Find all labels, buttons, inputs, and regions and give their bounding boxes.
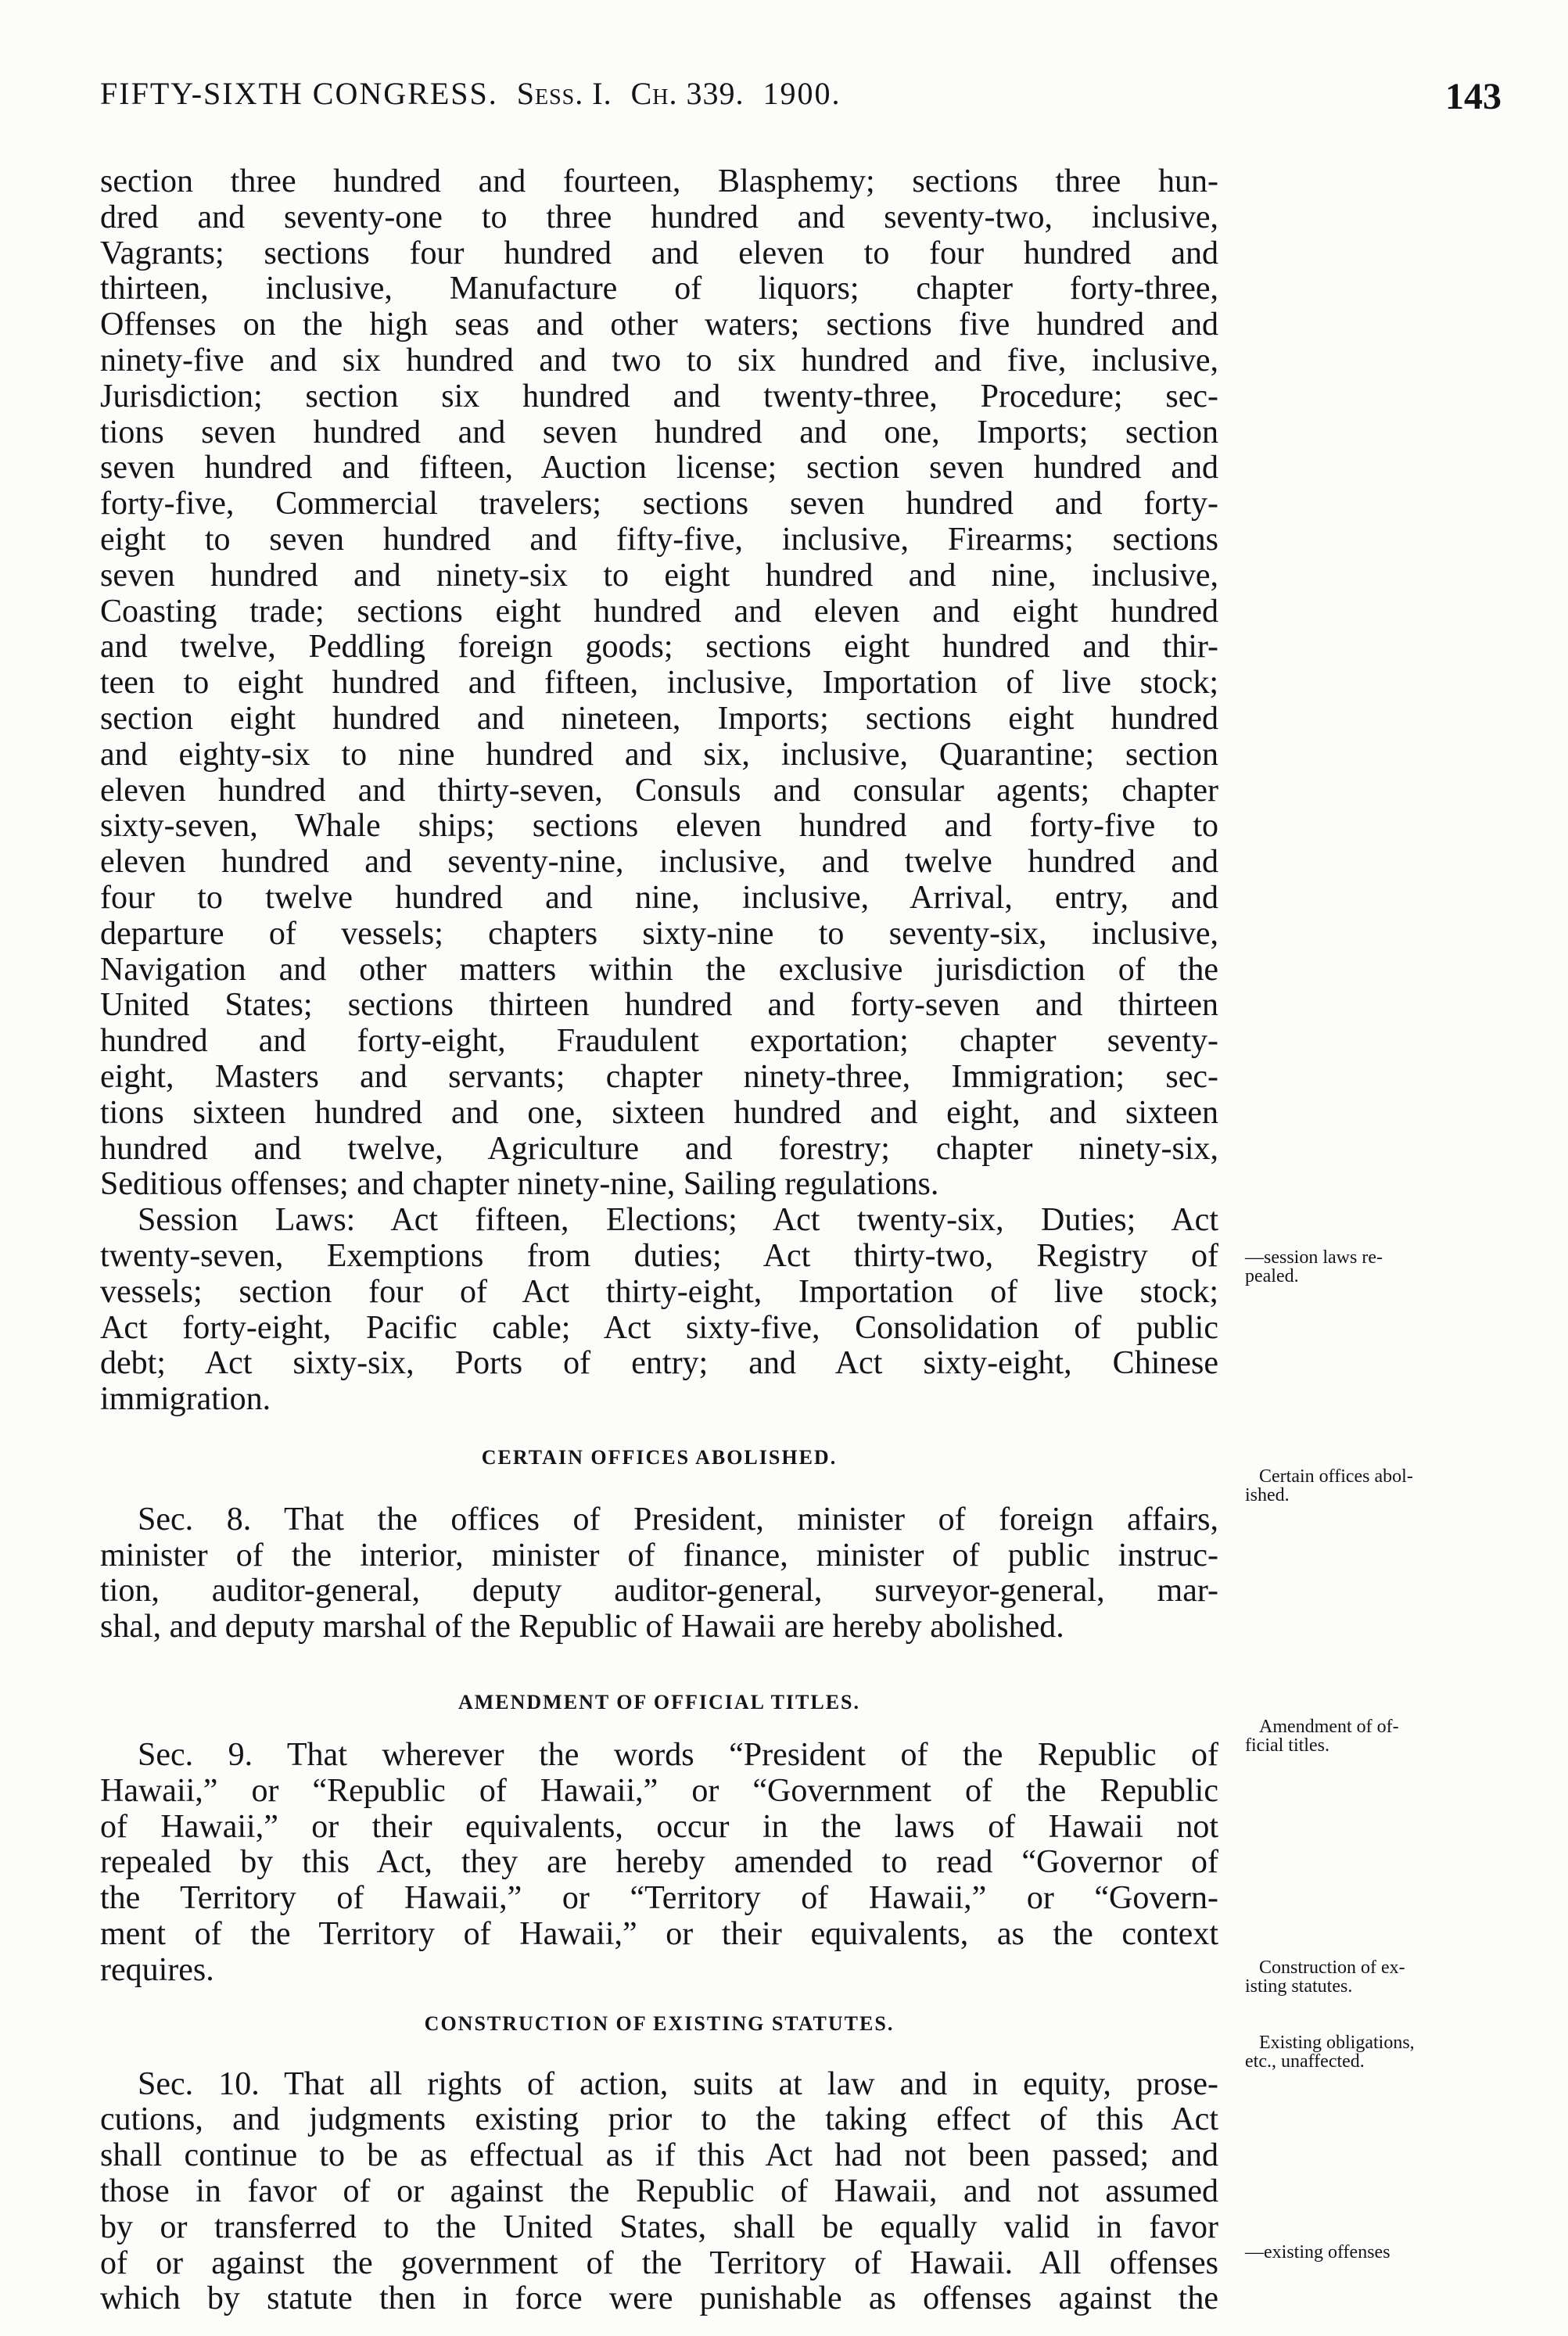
text-line: of or against the government of the Territory of Hawaii. All offenses xyxy=(100,2244,1218,2281)
text-line: vessels; section four of Act thirty-eight, Importation of live stock; xyxy=(100,1273,1218,1310)
page-header xyxy=(100,75,1502,122)
text-line: repealed by this Act, they are hereby amended to read “Governor of xyxy=(100,1844,1218,1881)
section-8 xyxy=(100,1502,1218,1645)
text-line: which by statute then in force were punishable as offenses against the xyxy=(100,2280,1218,2317)
text-line: Sec. 10. That all rights of action, suits at law and in equity, prose- xyxy=(138,2065,1218,2102)
margin-note-line: ished. xyxy=(1245,1485,1290,1505)
text-line: cutions, and judgments existing prior to the taking effect of this Act xyxy=(100,2101,1218,2138)
text-line: minister of the interior, minister of finance, minister of public instruc- xyxy=(100,1537,1218,1573)
page-number: 143 xyxy=(1445,76,1502,117)
margin-note-line: Certain offices abol- xyxy=(1259,1466,1413,1487)
congress-label: FIFTY-SIXTH CONGRESS. xyxy=(100,76,498,111)
margin-note-line: —session laws re- xyxy=(1245,1247,1383,1268)
margin-note-titles xyxy=(1245,1717,1487,1755)
text-line: tions seven hundred and seven hundred and one, Imports; section xyxy=(100,414,1218,450)
text-line: hundred and forty-eight, Fraudulent exportation; chapter seventy- xyxy=(100,1023,1218,1060)
text-line: by or transferred to the United States, shall be equally valid in favor xyxy=(100,2209,1218,2245)
text-line: Offenses on the high seas and other waters; sections five hundred and xyxy=(100,307,1218,343)
text-line: ment of the Territory of Hawaii,” or their equivalents, as the context xyxy=(100,1916,1218,1953)
text-line: of Hawaii,” or their equivalents, occur in the laws of Hawaii not xyxy=(100,1808,1218,1845)
text-line: United States; sections thirteen hundred and forty-seven and thirteen xyxy=(100,987,1218,1024)
text-line: section three hundred and fourteen, Blasphemy; sections three hun- xyxy=(100,163,1218,199)
text-line: Seditious offenses; and chapter ninety-nine, Sailing regulations. xyxy=(100,1166,939,1203)
section-9 xyxy=(100,1738,1218,1989)
margin-note-line: —existing offenses xyxy=(1245,2242,1390,2262)
text-line: seven hundred and ninety-six to eight hundred and nine, inclusive, xyxy=(100,557,1218,594)
text-line: Session Laws: Act fifteen, Elections; Act twenty-six, Duties; Act xyxy=(138,1202,1218,1239)
text-line: four to twelve hundred and nine, inclusive, Arrival, entry, and xyxy=(100,879,1218,916)
text-line: Jurisdiction; section six hundred and twenty-three, Procedure; sec- xyxy=(100,378,1218,414)
text-line: dred and seventy-one to three hundred and seventy-two, inclusive, xyxy=(100,199,1218,235)
text-line: teen to eight hundred and fifteen, inclusive, Importation of live stock; xyxy=(100,665,1218,702)
paragraph-repealed-statutes xyxy=(100,164,1218,1203)
text-line: eleven hundred and thirty-seven, Consuls and consular agents; chapter xyxy=(100,772,1218,809)
text-line: Vagrants; sections four hundred and eleven to four hundred and xyxy=(100,235,1218,271)
session-label: Sess. I. xyxy=(516,76,612,111)
text-line: twenty-seven, Exemptions from duties; Act thirty-two, Registry of xyxy=(100,1237,1218,1274)
text-line: thirteen, inclusive, Manufacture of liquors; chapter forty-three, xyxy=(100,271,1218,307)
chapter-label: Ch. 339. xyxy=(630,76,745,111)
text-line: tion, auditor-general, deputy auditor-general, surveyor-general, mar- xyxy=(100,1573,1218,1609)
text-line: departure of vessels; chapters sixty-nine to seventy-six, inclusive, xyxy=(100,915,1218,952)
margin-note-line: pealed. xyxy=(1245,1266,1299,1286)
text-line: section eight hundred and nineteen, Imports; sections eight hundred xyxy=(100,700,1218,737)
margin-note-offenses xyxy=(1245,2243,1487,2262)
text-line: Sec. 9. That wherever the words “President of the Republic of xyxy=(138,1737,1218,1774)
text-line: eleven hundred and seventy-nine, inclusive, and twelve hundred and xyxy=(100,844,1218,881)
running-title xyxy=(100,75,841,112)
margin-note-line: isting statutes. xyxy=(1245,1976,1353,1997)
margin-note-offices xyxy=(1245,1467,1487,1505)
text-line: requires. xyxy=(100,1951,214,1988)
margin-note-construction xyxy=(1245,1958,1487,1996)
paragraph-session-laws xyxy=(100,1203,1218,1418)
text-line: Act forty-eight, Pacific cable; Act sixty-five, Consolidation of public xyxy=(100,1309,1218,1346)
heading-certain-offices: CERTAIN OFFICES ABOLISHED. xyxy=(481,1445,838,1469)
margin-note-line: ficial titles. xyxy=(1245,1735,1329,1756)
year-label: 1900. xyxy=(762,76,841,111)
heading-existing-statutes: CONSTRUCTION OF EXISTING STATUTES. xyxy=(424,2011,895,2035)
text-line: eight, Masters and servants; chapter ninety-three, Immigration; sec- xyxy=(100,1058,1218,1095)
text-line: Hawaii,” or “Republic of Hawaii,” or “Government of the Republic xyxy=(100,1772,1218,1809)
margin-note-obligations xyxy=(1245,2033,1487,2071)
text-line: hundred and twelve, Agriculture and forestry; chapter ninety-six, xyxy=(100,1130,1218,1167)
page-body xyxy=(100,164,1218,2317)
text-line: tions sixteen hundred and one, sixteen hundred and eight, and sixteen xyxy=(100,1094,1218,1131)
heading-official-titles: AMENDMENT OF OFFICIAL TITLES. xyxy=(457,1691,861,1714)
margin-note-line: etc., unaffected. xyxy=(1245,2051,1365,2072)
text-line: immigration. xyxy=(100,1381,271,1418)
text-line: sixty-seven, Whale ships; sections eleven hundred and forty-five to xyxy=(100,808,1218,845)
section-10 xyxy=(100,2067,1218,2318)
text-line: seven hundred and fifteen, Auction license; section seven hundred and xyxy=(100,450,1218,486)
text-line: Coasting trade; sections eight hundred and eleven and eight hundred xyxy=(100,593,1218,630)
text-line: debt; Act sixty-six, Ports of entry; and Act sixty-eight, Chinese xyxy=(100,1345,1218,1382)
text-line: ninety-five and six hundred and two to six hundred and five, inclusive, xyxy=(100,342,1218,379)
text-line: eight to seven hundred and fifty-five, inclusive, Firearms; sections xyxy=(100,521,1218,558)
text-line: Sec. 8. That the offices of President, minister of foreign affairs, xyxy=(138,1501,1218,1538)
text-line: and twelve, Peddling foreign goods; sections eight hundred and thir- xyxy=(100,629,1218,666)
margin-note-line: Construction of ex- xyxy=(1259,1957,1405,1978)
margin-note-line: Amendment of of- xyxy=(1259,1717,1399,1737)
text-line: shall continue to be as effectual as if this Act had not been passed; and xyxy=(100,2137,1218,2174)
text-line: the Territory of Hawaii,” or “Territory of Hawaii,” or “Govern- xyxy=(100,1880,1218,1917)
text-line: shal, and deputy marshal of the Republic of Hawaii are hereby abolished. xyxy=(100,1609,1064,1645)
text-line: forty-five, Commercial travelers; sections seven hundred and forty- xyxy=(100,486,1218,522)
margin-note-session-laws xyxy=(1245,1248,1487,1286)
margin-note-line: Existing obligations, xyxy=(1259,2033,1415,2053)
text-line: and eighty-six to nine hundred and six, inclusive, Quarantine; section xyxy=(100,736,1218,773)
text-line: Navigation and other matters within the exclusive jurisdiction of the xyxy=(100,951,1218,988)
text-line: those in favor of or against the Republic of Hawaii, and not assumed xyxy=(100,2173,1218,2210)
